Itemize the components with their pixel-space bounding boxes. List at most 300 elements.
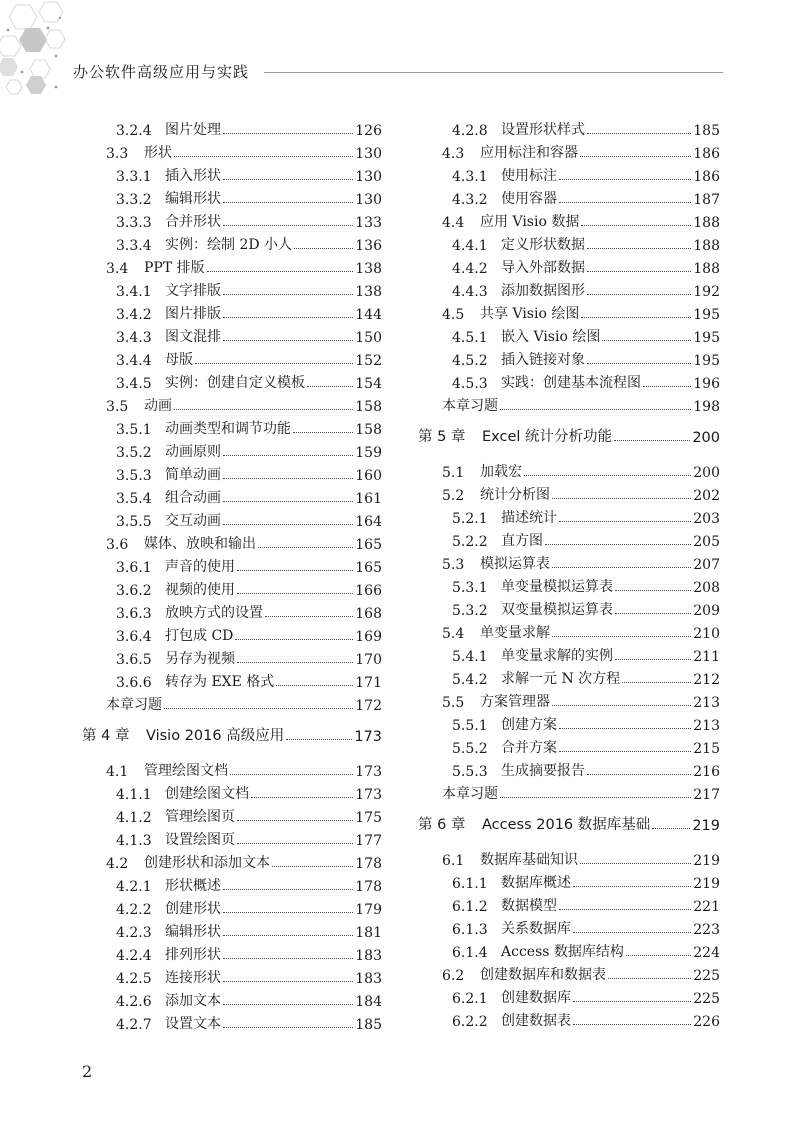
toc-entry-page: 173 — [355, 764, 382, 780]
dot-leader — [500, 797, 691, 798]
toc-entry-number: 6.2.2 — [452, 1014, 488, 1030]
dot-leader — [643, 386, 691, 387]
dot-leader — [223, 294, 353, 295]
toc-entry-title: Access 2016 数据库基础 — [482, 817, 651, 833]
toc-entry-title: 单变量模拟运算表 — [501, 579, 613, 595]
dot-leader — [237, 843, 353, 844]
dot-leader — [223, 455, 353, 456]
toc-entry-section[interactable] — [418, 846, 720, 869]
toc-entry-title: 应用标注和容器 — [480, 145, 578, 161]
dot-leader — [258, 547, 353, 548]
toc-entry-title: 数据模型 — [501, 898, 557, 914]
toc-entry-number: 3.4.2 — [116, 307, 152, 323]
toc-entry-title: 单变量求解 — [480, 625, 550, 641]
toc-entry-number: 6.1 — [442, 853, 465, 869]
dot-leader — [559, 202, 691, 203]
toc-entry-page: 126 — [355, 123, 382, 139]
dot-leader — [615, 659, 691, 660]
toc-entry-subsection[interactable] — [82, 553, 382, 576]
toc-entry-number: 3.6.2 — [116, 583, 152, 599]
toc-entry-page: 219 — [693, 876, 720, 892]
toc-entry-number: 第 4 章 — [82, 728, 130, 744]
toc-entry-page: 186 — [693, 146, 720, 162]
toc-entry-title: PPT 排版 — [144, 260, 205, 276]
toc-entry-title: 插入形状 — [165, 168, 221, 184]
toc-entry-subsection[interactable] — [418, 938, 720, 961]
toc-entry-number: 3.5.1 — [116, 422, 152, 438]
toc-entry-chapter[interactable] — [418, 812, 720, 834]
toc-entry-page: 219 — [693, 853, 720, 869]
toc-entry-number: 3.5 — [106, 399, 129, 415]
toc-entry-number: 3.2.4 — [116, 123, 152, 139]
toc-entry-section[interactable] — [418, 619, 720, 642]
toc-entry-subsection[interactable] — [82, 116, 382, 139]
toc-entry-page: 205 — [693, 534, 720, 550]
dot-leader — [223, 935, 353, 936]
toc-entry-page: 209 — [693, 603, 720, 619]
toc-entry-page: 188 — [693, 238, 720, 254]
toc-entry-title: Access 数据库结构 — [501, 944, 624, 960]
toc-entry-subsection[interactable] — [82, 346, 382, 369]
toc-entry-subsection[interactable] — [82, 645, 382, 668]
toc-entry-exercise[interactable] — [418, 392, 720, 415]
toc-entry-subsection[interactable] — [82, 300, 382, 323]
toc-entry-number: 4.3.2 — [452, 192, 488, 208]
toc-entry-title: 定义形状数据 — [501, 237, 585, 253]
toc-entry-subsection[interactable] — [418, 892, 720, 915]
toc-entry-section[interactable] — [418, 208, 720, 231]
toc-entry-number: 3.6.3 — [116, 606, 152, 622]
toc-entry-number: 3.6.6 — [116, 675, 152, 691]
toc-entry-number: 6.1.3 — [452, 922, 488, 938]
toc-entry-title: 形状概述 — [165, 878, 221, 894]
dot-leader — [164, 708, 353, 709]
toc-entry-number: 6.1.2 — [452, 899, 488, 915]
toc-entry-subsection[interactable] — [82, 668, 382, 691]
toc-entry-exercise[interactable] — [82, 691, 382, 714]
toc-entry-number: 5.3 — [442, 557, 465, 573]
toc-entry-page: 181 — [355, 925, 382, 941]
toc-entry-title: 创建绘图文档 — [165, 786, 249, 802]
toc-entry-subsection[interactable] — [82, 872, 382, 895]
toc-entry-title: 关系数据库 — [501, 921, 571, 937]
toc-entry-chapter[interactable] — [418, 424, 720, 446]
toc-entry-title: 管理绘图页 — [165, 809, 235, 825]
toc-entry-subsection[interactable] — [82, 484, 382, 507]
toc-entry-title: 排列形状 — [165, 947, 221, 963]
toc-entry-subsection[interactable] — [82, 438, 382, 461]
toc-entry-title: 声音的使用 — [165, 559, 235, 575]
toc-entry-page: 225 — [693, 991, 720, 1007]
toc-entry-page: 168 — [355, 606, 382, 622]
toc-entry-page: 154 — [355, 376, 382, 392]
toc-entry-section[interactable] — [82, 392, 382, 415]
toc-entry-title: 本章习题 — [442, 786, 498, 802]
toc-entry-title: 设置文本 — [165, 1016, 221, 1032]
toc-entry-number: 4.5.1 — [452, 330, 488, 346]
toc-entry-title: 交互动画 — [165, 513, 221, 529]
dot-leader — [223, 202, 353, 203]
toc-entry-subsection[interactable] — [82, 162, 382, 185]
toc-entry-number: 3.3.1 — [116, 169, 152, 185]
toc-entry-title: 形状 — [144, 145, 172, 161]
toc-entry-number: 6.1.1 — [452, 876, 488, 892]
toc-entry-subsection[interactable] — [82, 231, 382, 254]
toc-entry-subsection[interactable] — [418, 116, 720, 139]
toc-entry-number: 6.2 — [442, 968, 465, 984]
toc-entry-subsection[interactable] — [418, 346, 720, 369]
toc-entry-page: 170 — [355, 652, 382, 668]
toc-entry-page: 226 — [693, 1014, 720, 1030]
toc-entry-page: 213 — [693, 718, 720, 734]
toc-entry-title: 应用 Visio 数据 — [480, 214, 580, 230]
toc-entry-number: 3.4.5 — [116, 376, 152, 392]
toc-entry-subsection[interactable] — [418, 734, 720, 757]
toc-entry-title: 实例：绘制 2D 小人 — [165, 237, 293, 253]
toc-entry-number: 3.3.3 — [116, 215, 152, 231]
toc-entry-subsection[interactable] — [82, 415, 382, 438]
toc-entry-subsection[interactable] — [418, 665, 720, 688]
toc-entry-title: 合并形状 — [165, 214, 221, 230]
dot-leader — [614, 440, 690, 441]
dot-leader — [223, 225, 353, 226]
toc-entry-page: 185 — [693, 123, 720, 139]
dot-leader — [615, 590, 691, 591]
dot-leader — [307, 386, 353, 387]
toc-entry-number: 5.4.1 — [452, 649, 488, 665]
toc-entry-page: 179 — [355, 902, 382, 918]
toc-entry-title: 创建数据库 — [501, 990, 571, 1006]
toc-entry-number: 4.2.6 — [116, 994, 152, 1010]
toc-entry-subsection[interactable] — [82, 461, 382, 484]
dot-leader — [223, 981, 353, 982]
toc-entry-number: 第 6 章 — [418, 817, 466, 833]
toc-entry-title: 简单动画 — [165, 467, 221, 483]
toc-entry-subsection[interactable] — [418, 527, 720, 550]
toc-entry-title: Excel 统计分析功能 — [482, 429, 613, 445]
toc-entry-section[interactable] — [418, 458, 720, 481]
toc-entry-subsection[interactable] — [418, 277, 720, 300]
toc-entry-page: 144 — [355, 307, 382, 323]
dot-leader — [223, 478, 353, 479]
dot-leader — [652, 828, 690, 829]
toc-entry-title: 打包成 CD — [165, 628, 234, 644]
toc-left-column — [82, 116, 382, 1033]
toc-entry-page: 150 — [355, 330, 382, 346]
toc-entry-page: 223 — [693, 922, 720, 938]
dot-leader — [580, 156, 691, 157]
dot-leader — [223, 958, 353, 959]
toc-entry-number: 3.4.3 — [116, 330, 152, 346]
toc-entry-number: 4.1 — [106, 764, 129, 780]
toc-entry-number: 4.4 — [442, 215, 465, 231]
toc-entry-title: 编辑形状 — [165, 191, 221, 207]
toc-entry-page: 219 — [692, 818, 720, 834]
dot-leader — [223, 133, 353, 134]
toc-entry-title: 方案管理器 — [480, 694, 550, 710]
toc-entry-title: 本章习题 — [442, 398, 498, 414]
toc-entry-number: 5.4.2 — [452, 672, 488, 688]
toc-entry-subsection[interactable] — [82, 277, 382, 300]
dot-leader — [223, 912, 353, 913]
toc-entry-number: 3.4.4 — [116, 353, 152, 369]
toc-entry-chapter[interactable] — [82, 723, 382, 745]
toc-entry-title: 实例：创建自定义模板 — [165, 375, 305, 391]
toc-entry-section[interactable] — [82, 530, 382, 553]
toc-entry-page: 173 — [355, 787, 382, 803]
toc-entry-subsection[interactable] — [82, 1010, 382, 1033]
toc-entry-subsection[interactable] — [418, 596, 720, 619]
toc-entry-number: 4.2.1 — [116, 879, 152, 895]
toc-entry-exercise[interactable] — [418, 780, 720, 803]
dot-leader — [559, 909, 691, 910]
toc-entry-subsection[interactable] — [418, 185, 720, 208]
toc-entry-number: 5.5.2 — [452, 741, 488, 757]
toc-entry-number: 5.1 — [442, 465, 465, 481]
toc-entry-title: Visio 2016 高级应用 — [146, 728, 285, 744]
dot-leader — [587, 133, 691, 134]
dot-leader — [223, 317, 353, 318]
toc-entry-page: 195 — [693, 330, 720, 346]
toc-entry-page: 203 — [693, 511, 720, 527]
toc-entry-title: 插入链接对象 — [501, 352, 585, 368]
toc-entry-number: 4.2.7 — [116, 1017, 152, 1033]
toc-entry-title: 图片排版 — [165, 306, 221, 322]
toc-entry-page: 178 — [355, 879, 382, 895]
dot-leader — [293, 432, 353, 433]
toc-entry-subsection[interactable] — [418, 711, 720, 734]
toc-entry-page: 207 — [693, 557, 720, 573]
toc-entry-section[interactable] — [418, 961, 720, 984]
toc-entry-page: 195 — [693, 307, 720, 323]
toc-entry-number: 3.6.5 — [116, 652, 152, 668]
toc-entry-subsection[interactable] — [82, 941, 382, 964]
toc-entry-page: 159 — [355, 445, 382, 461]
toc-entry-subsection[interactable] — [82, 780, 382, 803]
toc-entry-page: 188 — [693, 215, 720, 231]
toc-entry-subsection[interactable] — [82, 185, 382, 208]
page-number: 2 — [82, 1062, 93, 1081]
toc-entry-title: 添加文本 — [165, 993, 221, 1009]
toc-entry-page: 225 — [693, 968, 720, 984]
toc-entry-section[interactable] — [418, 550, 720, 573]
toc-entry-page: 138 — [355, 261, 382, 277]
dot-leader — [581, 225, 691, 226]
toc-entry-page: 183 — [355, 971, 382, 987]
toc-entry-number: 3.4 — [106, 261, 129, 277]
toc-entry-title: 另存为视频 — [165, 651, 235, 667]
toc-entry-page: 224 — [693, 945, 720, 961]
toc-entry-number: 4.4.3 — [452, 284, 488, 300]
toc-entry-page: 177 — [355, 833, 382, 849]
dot-leader — [559, 728, 691, 729]
toc-entry-page: 169 — [355, 629, 382, 645]
toc-entry-subsection[interactable] — [82, 918, 382, 941]
toc-entry-title: 设置形状样式 — [501, 122, 585, 138]
dot-leader — [272, 866, 353, 867]
toc-entry-page: 130 — [355, 192, 382, 208]
dot-leader — [235, 639, 353, 640]
toc-entry-title: 统计分析图 — [480, 487, 550, 503]
toc-entry-number: 3.3 — [106, 146, 129, 162]
toc-entry-title: 设置绘图页 — [165, 832, 235, 848]
toc-entry-subsection[interactable] — [418, 757, 720, 780]
toc-entry-number: 4.4.1 — [452, 238, 488, 254]
dot-leader — [552, 705, 691, 706]
toc-entry-subsection[interactable] — [418, 231, 720, 254]
toc-entry-subsection[interactable] — [82, 987, 382, 1010]
toc-entry-page: 208 — [693, 580, 720, 596]
toc-entry-subsection[interactable] — [418, 1007, 720, 1030]
toc-entry-page: 172 — [355, 698, 382, 714]
dot-leader — [559, 179, 691, 180]
toc-entry-title: 管理绘图文档 — [144, 763, 228, 779]
toc-entry-title: 媒体、放映和输出 — [144, 536, 256, 552]
toc-entry-title: 创建形状 — [165, 901, 221, 917]
dot-leader — [223, 340, 353, 341]
toc-entry-number: 3.3.2 — [116, 192, 152, 208]
toc-entry-number: 4.5 — [442, 307, 465, 323]
toc-entry-subsection[interactable] — [418, 642, 720, 665]
toc-entry-page: 164 — [355, 514, 382, 530]
toc-entry-page: 186 — [693, 169, 720, 185]
dot-leader — [251, 797, 353, 798]
toc-entry-subsection[interactable] — [418, 369, 720, 392]
toc-entry-number: 4.1.2 — [116, 810, 152, 826]
toc-entry-page: 200 — [692, 430, 720, 446]
toc-entry-number: 3.6.1 — [116, 560, 152, 576]
dot-leader — [223, 501, 353, 502]
toc-entry-title: 动画原则 — [165, 444, 221, 460]
toc-entry-title: 图片处理 — [165, 122, 221, 138]
toc-entry-title: 导入外部数据 — [501, 260, 585, 276]
toc-entry-number: 4.2.8 — [452, 123, 488, 139]
toc-entry-section[interactable] — [82, 757, 382, 780]
toc-entry-title: 加载宏 — [480, 464, 522, 480]
toc-entry-page: 152 — [355, 353, 382, 369]
toc-entry-section[interactable] — [418, 688, 720, 711]
toc-entry-number: 3.6.4 — [116, 629, 152, 645]
toc-entry-title: 使用标注 — [501, 168, 557, 184]
toc-entry-number: 3.5.3 — [116, 468, 152, 484]
toc-entry-page: 171 — [355, 675, 382, 691]
toc-entry-title: 本章习题 — [106, 697, 162, 713]
toc-entry-subsection[interactable] — [82, 576, 382, 599]
dot-leader — [573, 886, 691, 887]
toc-entry-subsection[interactable] — [82, 826, 382, 849]
toc-entry-subsection[interactable] — [82, 599, 382, 622]
toc-entry-number: 5.5.1 — [452, 718, 488, 734]
toc-entry-number: 3.3.4 — [116, 238, 152, 254]
toc-entry-number: 5.2.2 — [452, 534, 488, 550]
dot-leader — [223, 179, 353, 180]
dot-leader — [223, 1004, 353, 1005]
toc-entry-title: 合并方案 — [501, 740, 557, 756]
toc-entry-number: 4.2.5 — [116, 971, 152, 987]
toc-entry-subsection[interactable] — [82, 369, 382, 392]
hexagon-decoration — [0, 0, 75, 105]
toc-entry-title: 创建形状和添加文本 — [144, 855, 270, 871]
toc-entry-subsection[interactable] — [82, 895, 382, 918]
toc-entry-section[interactable] — [418, 300, 720, 323]
toc-entry-number: 6.2.1 — [452, 991, 488, 1007]
dot-leader — [580, 863, 691, 864]
toc-entry-subsection[interactable] — [418, 504, 720, 527]
toc-entry-title: 模拟运算表 — [480, 556, 550, 572]
toc-entry-page: 165 — [355, 537, 382, 553]
toc-entry-page: 212 — [693, 672, 720, 688]
dot-leader — [524, 475, 691, 476]
toc-entry-title: 动画类型和调节功能 — [165, 421, 291, 437]
toc-entry-title: 文字排版 — [165, 283, 221, 299]
toc-entry-subsection[interactable] — [418, 573, 720, 596]
toc-entry-title: 创建数据库和数据表 — [480, 967, 606, 983]
toc-entry-number: 5.5.3 — [452, 764, 488, 780]
dot-leader — [237, 662, 353, 663]
toc-entry-page: 130 — [355, 169, 382, 185]
toc-entry-subsection[interactable] — [82, 622, 382, 645]
toc-entry-number: 5.2 — [442, 488, 465, 504]
toc-entry-number: 3.5.5 — [116, 514, 152, 530]
toc-entry-number: 6.1.4 — [452, 945, 488, 961]
toc-entry-section[interactable] — [418, 139, 720, 162]
toc-entry-page: 192 — [693, 284, 720, 300]
toc-entry-subsection[interactable] — [418, 162, 720, 185]
toc-entry-number: 4.1.3 — [116, 833, 152, 849]
toc-entry-subsection[interactable] — [82, 964, 382, 987]
toc-entry-number: 4.2 — [106, 856, 129, 872]
toc-entry-page: 211 — [693, 649, 720, 665]
toc-entry-page: 210 — [693, 626, 720, 642]
toc-entry-number: 4.2.4 — [116, 948, 152, 964]
running-header-title: 办公软件高级应用与实践 — [73, 63, 250, 81]
toc-entry-title: 图文混排 — [165, 329, 221, 345]
dot-leader — [195, 363, 353, 364]
toc-entry-title: 共享 Visio 绘图 — [480, 306, 580, 322]
toc-entry-section[interactable] — [82, 849, 382, 872]
toc-entry-subsection[interactable] — [82, 323, 382, 346]
toc-entry-subsection[interactable] — [418, 915, 720, 938]
toc-entry-section[interactable] — [418, 481, 720, 504]
toc-entry-subsection[interactable] — [418, 323, 720, 346]
toc-entry-subsection[interactable] — [82, 208, 382, 231]
toc-entry-subsection[interactable] — [418, 984, 720, 1007]
toc-entry-subsection[interactable] — [418, 254, 720, 277]
toc-entry-title: 嵌入 Visio 绘图 — [501, 329, 601, 345]
toc-entry-page: 138 — [355, 284, 382, 300]
toc-entry-title: 连接形状 — [165, 970, 221, 986]
toc-entry-section[interactable] — [82, 254, 382, 277]
toc-entry-section[interactable] — [82, 139, 382, 162]
dot-leader — [608, 978, 691, 979]
dot-leader — [223, 1027, 353, 1028]
dot-leader — [587, 248, 691, 249]
dot-leader — [615, 613, 691, 614]
toc-entry-number: 4.2.3 — [116, 925, 152, 941]
toc-entry-title: 生成摘要报告 — [501, 763, 585, 779]
toc-entry-subsection[interactable] — [82, 507, 382, 530]
toc-entry-subsection[interactable] — [418, 869, 720, 892]
dot-leader — [552, 636, 691, 637]
dot-leader — [587, 271, 691, 272]
toc-entry-subsection[interactable] — [82, 803, 382, 826]
toc-entry-number: 5.3.1 — [452, 580, 488, 596]
toc-entry-title: 实践：创建基本流程图 — [501, 375, 641, 391]
dot-leader — [174, 409, 353, 410]
dot-leader — [552, 567, 691, 568]
toc-entry-page: 202 — [693, 488, 720, 504]
toc-entry-page: 158 — [355, 399, 382, 415]
